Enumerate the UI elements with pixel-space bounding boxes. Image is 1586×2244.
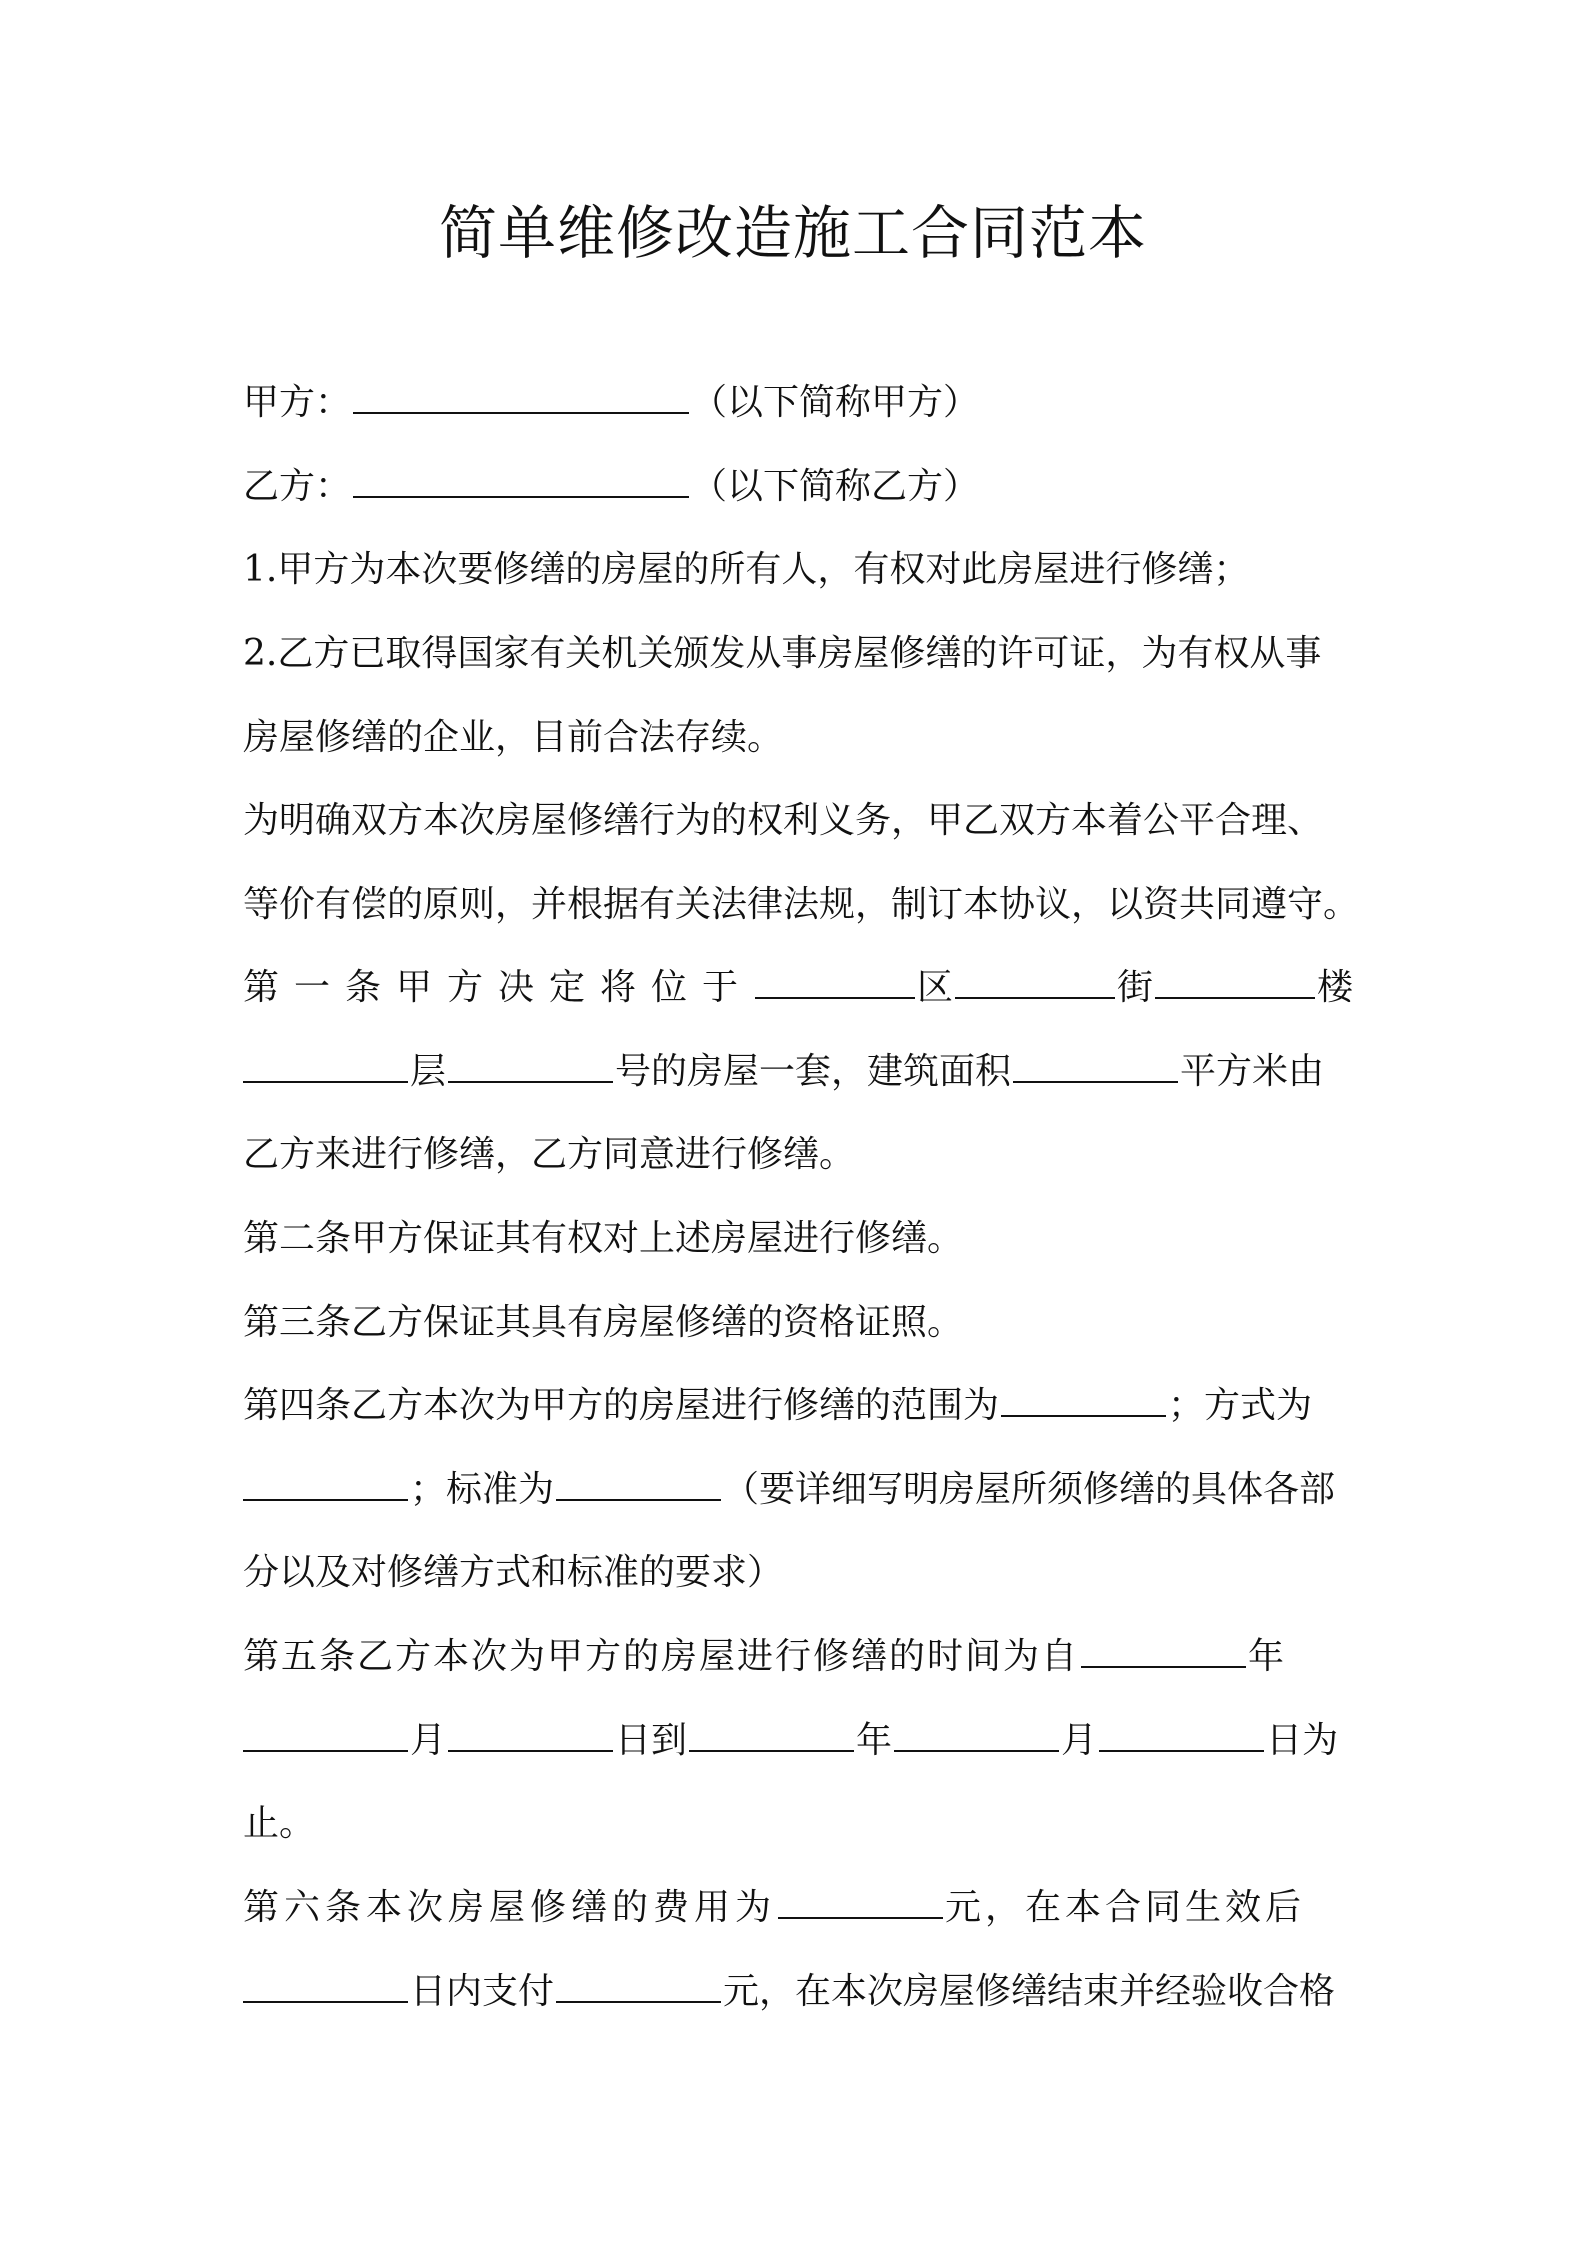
party-a-blank bbox=[353, 374, 689, 414]
article-6-lead: 第六条本次房屋修缮的费用为 bbox=[243, 1887, 777, 1928]
article-5-day-to-label: 日到 bbox=[615, 1720, 688, 1761]
article-5-blank-start-year bbox=[1081, 1628, 1246, 1668]
article-1-district: 区 bbox=[917, 967, 954, 1008]
article-5-blank-start-month bbox=[243, 1712, 408, 1752]
article-5-line-3: 止。 bbox=[243, 1803, 316, 1844]
preamble-line-2: 等价有偿的原则，并根据有关法律法规，制订本协议，以资共同遵守。 bbox=[243, 884, 1360, 925]
article-6-line-2 bbox=[243, 1962, 1353, 2022]
article-6-blank-days bbox=[243, 1963, 408, 2003]
article-5-blank-start-day bbox=[448, 1712, 613, 1752]
article-2: 第二条甲方保证其有权对上述房屋进行修缮。 bbox=[243, 1218, 964, 1259]
article-6-blank-first-payment bbox=[556, 1963, 721, 2003]
article-5-line-2 bbox=[243, 1711, 1353, 1771]
article-4-line-1 bbox=[243, 1376, 1353, 1436]
article-1-line-2 bbox=[243, 1042, 1353, 1102]
article-5-blank-end-year bbox=[689, 1712, 854, 1752]
article-1-floor: 层 bbox=[410, 1051, 447, 1092]
article-5-end-day-label: 日为 bbox=[1266, 1720, 1339, 1761]
party-b-line bbox=[243, 457, 1353, 517]
article-1-area: 平方米由 bbox=[1180, 1051, 1325, 1092]
party-b-suffix: （以下简称乙方） bbox=[691, 466, 980, 507]
article-1-blank-street bbox=[955, 959, 1115, 999]
article-1-line-3: 乙方来进行修缮，乙方同意进行修缮。 bbox=[243, 1134, 856, 1175]
article-5-line-1 bbox=[243, 1627, 1353, 1687]
clause-1: 1.甲方为本次要修缮的房屋的所有人，有权对此房屋进行修缮； bbox=[243, 549, 1250, 590]
article-4-blank-standard bbox=[556, 1461, 721, 1501]
article-1-street: 街 bbox=[1117, 967, 1154, 1008]
article-1-blank-floor bbox=[243, 1043, 408, 1083]
article-6-blank-fee bbox=[778, 1879, 943, 1919]
article-1-blank-building bbox=[1155, 959, 1315, 999]
article-6-days-label: 日内支付 bbox=[410, 1971, 555, 2012]
article-5-month-label: 月 bbox=[410, 1720, 447, 1761]
article-3: 第三条乙方保证其具有房屋修缮的资格证照。 bbox=[243, 1302, 964, 1343]
article-4-line-3: 分以及对修缮方式和标准的要求） bbox=[243, 1552, 784, 1593]
article-5-blank-end-month bbox=[894, 1712, 1059, 1752]
article-1-line-1 bbox=[243, 958, 1353, 1018]
article-6-after-label: 元，在本合同生效后 bbox=[945, 1887, 1306, 1928]
party-a-label: 甲方： bbox=[243, 382, 352, 423]
article-5-blank-end-day bbox=[1099, 1712, 1264, 1752]
article-1-blank-number bbox=[448, 1043, 613, 1083]
article-1-blank-area bbox=[1013, 1043, 1178, 1083]
article-4-line-2 bbox=[243, 1460, 1353, 1520]
article-5-lead: 第五条乙方本次为甲方的房屋进行修缮的时间为自 bbox=[243, 1636, 1080, 1677]
party-b-blank bbox=[353, 458, 689, 498]
party-a-suffix: （以下简称甲方） bbox=[691, 382, 980, 423]
party-a-line bbox=[243, 373, 1353, 433]
article-4-blank-scope bbox=[1001, 1377, 1166, 1417]
article-1-building: 楼 bbox=[1317, 967, 1354, 1008]
article-1-lead: 第一条甲方决定将位于 bbox=[243, 967, 754, 1008]
article-5-year-label: 年 bbox=[1248, 1636, 1285, 1677]
article-5-end-year-label: 年 bbox=[856, 1720, 893, 1761]
article-4-lead: 第四条乙方本次为甲方的房屋进行修缮的范围为 bbox=[243, 1385, 1000, 1426]
article-6-line-1 bbox=[243, 1878, 1353, 1938]
document-title: 简单维修改造施工合同范本 bbox=[438, 199, 1147, 267]
article-4-standard-label: ；标准为 bbox=[410, 1469, 555, 1510]
article-1-blank-district bbox=[755, 959, 915, 999]
article-4-blank-method bbox=[243, 1461, 408, 1501]
article-1-number: 号的房屋一套，建筑面积 bbox=[615, 1051, 1012, 1092]
party-b-label: 乙方： bbox=[243, 466, 352, 507]
preamble-line-1: 为明确双方本次房屋修缮行为的权利义务，甲乙双方本着公平合理、 bbox=[243, 800, 1324, 841]
article-4-method-label: ；方式为 bbox=[1168, 1385, 1313, 1426]
article-5-end-month-label: 月 bbox=[1061, 1720, 1098, 1761]
clause-2-line-1: 2.乙方已取得国家有关机关颁发从事房屋修缮的许可证，为有权从事 bbox=[243, 633, 1322, 674]
article-6-payment-label: 元，在本次房屋修缮结束并经验收合格 bbox=[723, 1971, 1336, 2012]
clause-2-line-2: 房屋修缮的企业，目前合法存续。 bbox=[243, 717, 784, 758]
article-4-note: （要详细写明房屋所须修缮的具体各部 bbox=[723, 1469, 1336, 1510]
